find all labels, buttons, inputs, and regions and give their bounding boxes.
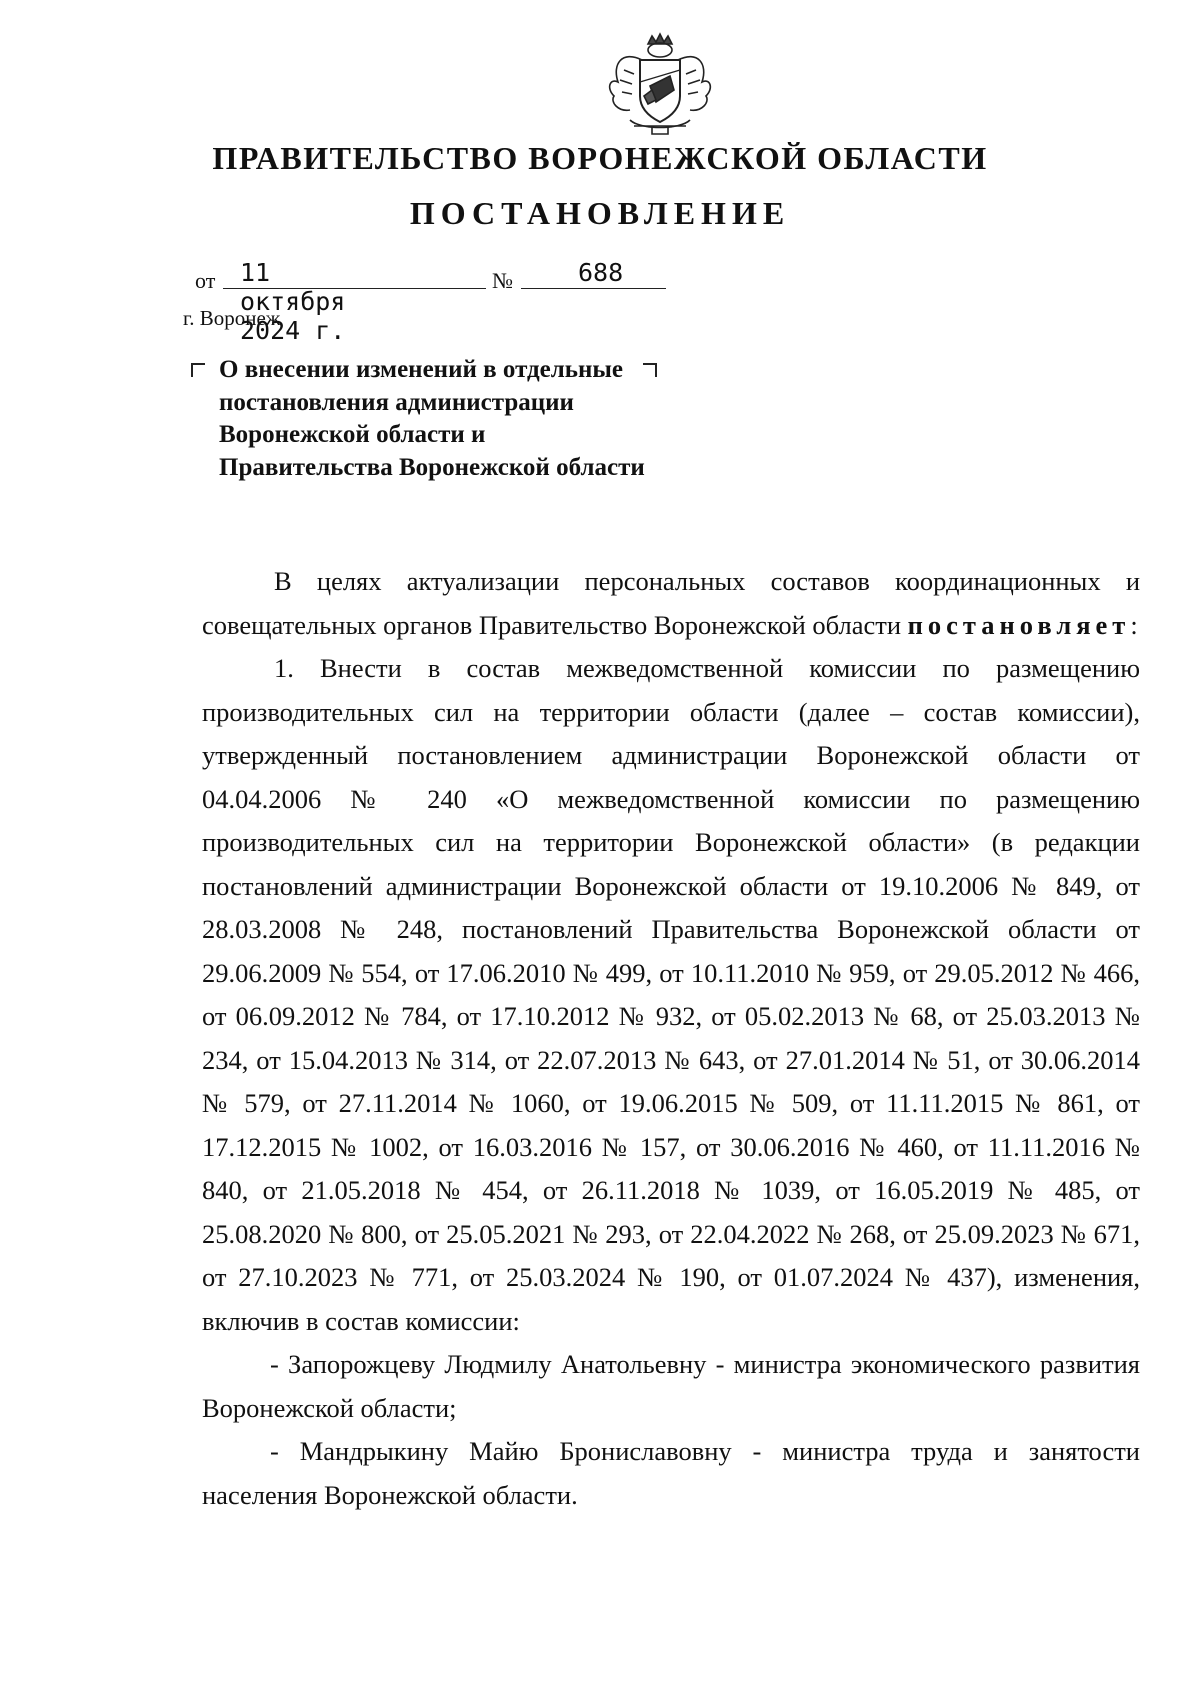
number-underline bbox=[521, 288, 666, 289]
decrees-colon: : bbox=[1130, 609, 1138, 640]
organization-title: ПРАВИТЕЛЬСТВО ВОРОНЕЖСКОЙ ОБЛАСТИ bbox=[212, 140, 988, 176]
date-value: 11 октября 2024 г. bbox=[240, 258, 346, 345]
date-underline bbox=[223, 288, 486, 289]
member-2-paragraph: - Мандрыкину Майю Брониславовну - министра труда и занятости населения Воронежской области. bbox=[202, 1436, 1140, 1510]
date-prefix: от bbox=[195, 268, 216, 293]
intro-text: В целях актуализации персональных составов координационных и совещательных органов Правительство Воронежской области bbox=[202, 566, 1140, 640]
item-1-paragraph: 1. Внести в состав межведомственной комиссии по размещению производительных сил на территории области (далее – состав комиссии), утвержденный постановлением администрации Воронежской области от 04.04.2006 № 240 «О межведомственной комиссии по размещению производительных сил на территории Воронежской области» (в редакции постановлений администрации Воронежской области от 19.10.2006 № 849, от 28.03.2008 № 248, постановлений Правительства Воронежской области от 29.06.2009 № 554, от 17.06.2010 № 499, от 10.11.2010 № 959, от 29.05.2012 № 466, от 06.09.2012 № 784, от 17.10.2012 № 932, от 05.02.2013 № 68, от 25.03.2013 № 234, от 15.04.2013 № 314, от 22.07.2013 № 643, от 27.01.2014 № 51, от 30.06.2014 № 579, от 27.11.2014 № 1060, от 19.06.2015 № 509, от 11.11.2015 № 861, от 17.12.2015 № 1002, от 16.03.2016 № 157, от 30.06.2016 № 460, от 11.11.2016 № 840, от 21.05.2018 № 454, от 26.11.2018 № 1039, от 16.05.2019 № 485, от 25.08.2020 № 800, от 25.05.2021 № 293, от 22.04.2022 № 268, от 25.09.2023 № 671, от 27.10.2023 № 771, от 25.03.2024 № 190, от 01.07.2024 № 437), изменения, включив в состав комиссии: bbox=[202, 653, 1140, 1336]
document-subject: О внесении изменений в отдельные постановления администрации Воронежской области и Правительства Воронежской области bbox=[219, 356, 645, 481]
subject-corner-left bbox=[191, 363, 205, 377]
intro-paragraph bbox=[202, 560, 1140, 647]
city-label: г. Воронеж bbox=[183, 306, 281, 330]
document-body bbox=[202, 560, 1140, 1517]
coat-of-arms-icon bbox=[600, 30, 720, 140]
decrees-word: постановляет bbox=[907, 609, 1131, 640]
number-value: 688 bbox=[578, 258, 624, 287]
number-prefix: № bbox=[492, 268, 513, 293]
document-type-title: ПОСТАНОВЛЕНИЕ bbox=[409, 195, 791, 231]
member-1-paragraph: - Запорожцеву Людмилу Анатольевну - министра экономического развития Воронежской области; bbox=[202, 1349, 1140, 1423]
